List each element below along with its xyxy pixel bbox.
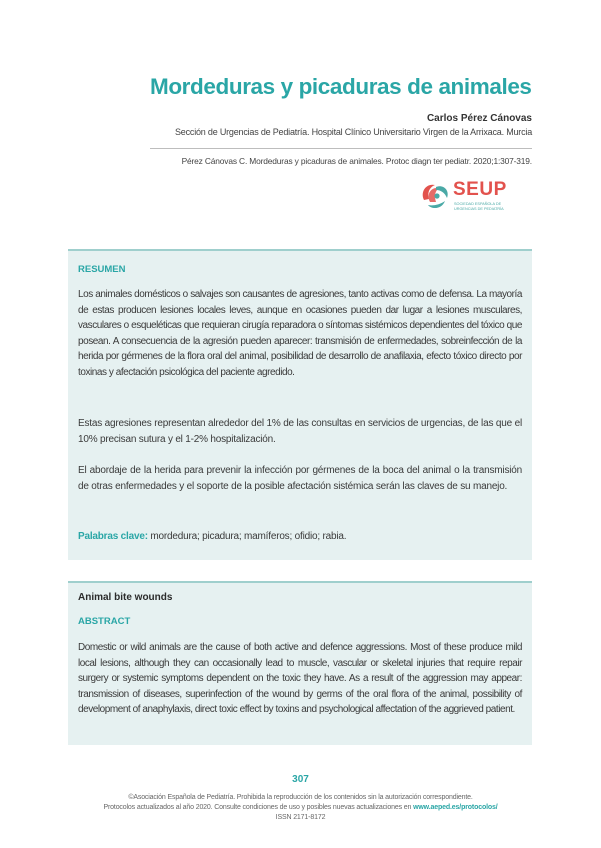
seup-logo-tagline bbox=[454, 202, 504, 212]
seup-logo-tagline-line-2: URGENCIAS DE PEDIATRÍA bbox=[454, 207, 504, 211]
seup-logo bbox=[418, 178, 536, 218]
protocols-link[interactable]: www.aeped.es/protocolos/ bbox=[413, 804, 498, 811]
author-affiliation: Sección de Urgencias de Pediatría. Hospital Clínico Universitario Virgen de la Arrixaca. Murcia bbox=[174, 127, 532, 137]
resumen-paragraph-3: El abordaje de la herida para prevenir la infección por gérmenes de la boca del animal o la transmisión de otras enfermedades y el soporte de la posible afectación sistémica serán las claves de su manejo. bbox=[78, 465, 522, 492]
header-divider bbox=[150, 148, 532, 149]
protocol-update-line bbox=[0, 804, 601, 811]
page-number: 307 bbox=[292, 774, 309, 785]
seup-logo-tagline-line-1: SOCIEDAD ESPAÑOLA DE bbox=[454, 202, 502, 206]
english-title: Animal bite wounds bbox=[78, 592, 173, 603]
keywords-line bbox=[78, 531, 346, 542]
protocol-update-text: Protocolos actualizados al año 2020. Consulte condiciones de uso y posibles nuevas actualizaciones en bbox=[103, 804, 412, 811]
seup-logo-wordmark: SEUP bbox=[453, 179, 507, 200]
issn-line: ISSN 2171-8172 bbox=[275, 814, 326, 821]
keywords-label: Palabras clave: bbox=[78, 531, 148, 542]
resumen-paragraph-2: Estas agresiones representan alrededor del 1% de las consultas en servicios de urgencias, de las que el 10% precisan sutura y el 1-2% hospitalización. bbox=[78, 418, 522, 445]
article-title: Mordeduras y picaduras de animales bbox=[150, 74, 532, 99]
resumen-paragraph-1: Los animales domésticos o salvajes son causantes de agresiones, tanto activas como de defensa. La mayoría de estas producen lesiones locales leves, aunque en ocasiones pueden dar lugar a lesiones musculares, vasculares o esqueléticas que requieran cirugía reparadora o síntomas sistémicos dependientes del tóxico que posean. A consecuencia de la agresión pueden aparecer: transmisión de enfermedades, sobreinfección de la herida por gérmenes de la flora oral del animal, posibilidad de desarrollo de anafilaxia, efecto tóxico directo por toxinas y afectación psicológica del paciente agredido. bbox=[78, 289, 522, 378]
citation-line: Pérez Cánovas C. Mordeduras y picaduras de animales. Protoc diagn ter pediatr. 2020;1:307-319. bbox=[181, 156, 532, 166]
author-name: Carlos Pérez Cánovas bbox=[426, 113, 532, 124]
abstract-heading: ABSTRACT bbox=[78, 616, 131, 627]
seup-logo-mark-icon bbox=[418, 178, 452, 212]
keywords-list: mordedura; picadura; mamíferos; ofidio; rabia. bbox=[150, 531, 347, 542]
resumen-heading: RESUMEN bbox=[78, 264, 126, 275]
abstract-paragraph: Domestic or wild animals are the cause of both active and defence aggressions. Most of these produce mild local lesions, although they can occasionally lead to muscle, vascular or skeletal injuries that require repair surgery or systemic symptoms dependent on the toxic they have. As a result of the aggression may appear: transmission of diseases, superinfection of the wound by germs of the oral flora of the animal, possibility of development of anaphylaxis, direct toxic effect by toxins and psychological affectation of the aggrieved patient. bbox=[78, 642, 522, 716]
copyright-line: ©Asociación Española de Pediatría. Prohibida la reproducción de los contenidos sin la autorización correspondiente. bbox=[128, 794, 473, 801]
